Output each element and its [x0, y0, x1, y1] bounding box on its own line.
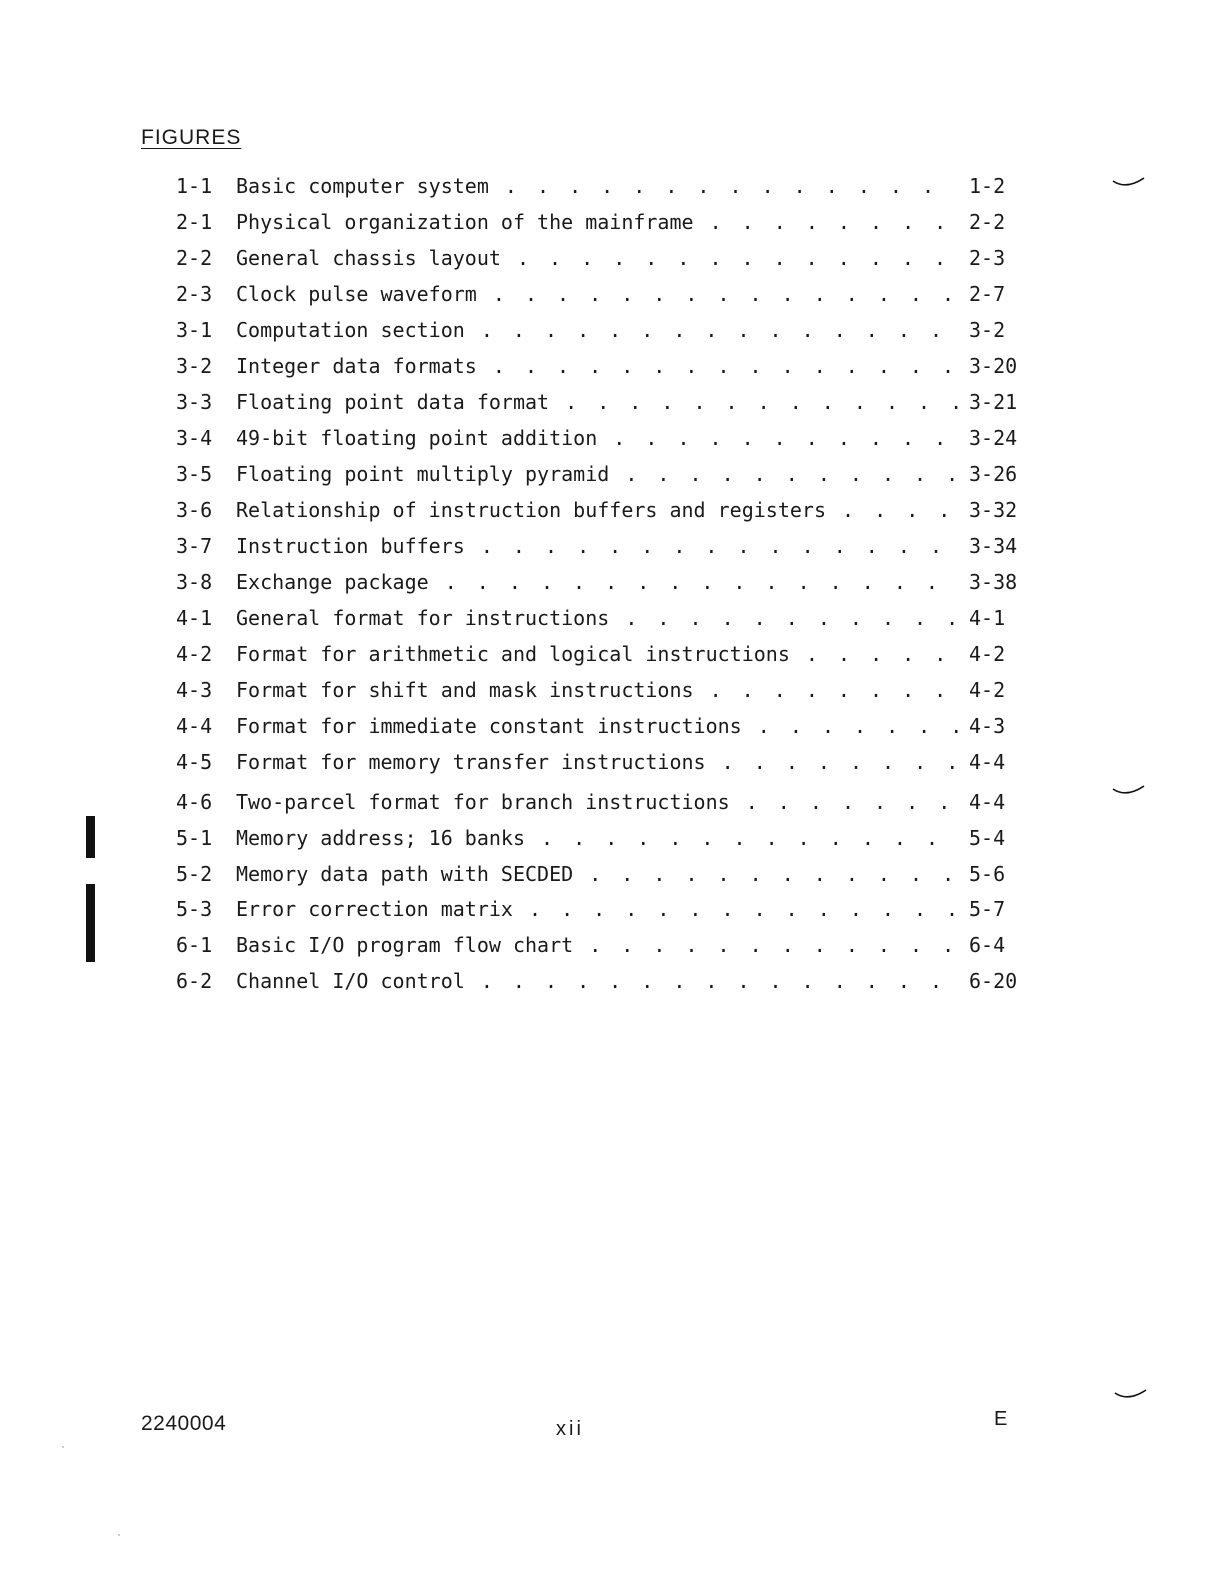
scan-speck: [62, 1446, 64, 1448]
toc-entry: [176, 348, 1026, 384]
toc-entry: [176, 168, 1026, 204]
figure-page-number: 5-4: [969, 826, 1006, 850]
figure-number: 3-7: [176, 534, 213, 558]
figure-number: 5-1: [176, 826, 213, 850]
figure-page-number: 4-4: [969, 790, 1006, 814]
figure-page-number: 3-38: [969, 570, 1018, 594]
figure-title: Memory address; 16 banks . . .: [236, 820, 958, 856]
margin-tick-mark-middle: [1112, 784, 1146, 798]
figure-number: 4-3: [176, 678, 213, 702]
figure-number: 2-3: [176, 282, 213, 306]
figure-page-number: 3-26: [969, 462, 1018, 486]
toc-entry: [176, 636, 1026, 672]
figure-title: Clock pulse waveform . . .: [236, 276, 958, 312]
figure-title: Channel I/O control . . .: [236, 963, 958, 999]
figure-number: 6-1: [176, 933, 213, 957]
toc-entry: [176, 708, 1026, 744]
toc-entry: [176, 856, 1026, 892]
toc-entry: [176, 492, 1026, 528]
figure-title: General chassis layout . . .: [236, 240, 958, 276]
toc-entry: [176, 672, 1026, 708]
figure-page-number: 4-2: [969, 678, 1006, 702]
toc-entry: [176, 820, 1026, 856]
toc-entry: [176, 600, 1026, 636]
figure-page-number: 4-4: [969, 750, 1006, 774]
toc-entry: [176, 528, 1026, 564]
figure-page-number: 5-6: [969, 862, 1006, 886]
toc-entry: [176, 240, 1026, 276]
figure-title: Format for immediate constant instructions . . .: [236, 708, 958, 744]
figure-title: Computation section . . .: [236, 312, 958, 348]
figure-page-number: 3-24: [969, 426, 1018, 450]
figure-title: Format for shift and mask instructions . . .: [236, 672, 958, 708]
figure-title: Two-parcel format for branch instructions . . .: [236, 784, 958, 820]
figure-number: 4-1: [176, 606, 213, 630]
figure-number: 4-5: [176, 750, 213, 774]
figure-title: Exchange package . . .: [236, 564, 958, 600]
toc-entry: [176, 744, 1026, 780]
figure-page-number: 3-20: [969, 354, 1018, 378]
toc-entry: [176, 891, 1026, 927]
toc-entry: [176, 276, 1026, 312]
toc-entry: [176, 963, 1026, 999]
figure-number: 5-2: [176, 862, 213, 886]
toc-entry: [176, 784, 1026, 820]
figure-page-number: 6-20: [969, 969, 1018, 993]
figure-title: Relationship of instruction buffers and registers . . .: [236, 492, 958, 528]
figure-page-number: 3-2: [969, 318, 1006, 342]
figure-number: 4-6: [176, 790, 213, 814]
document-number: 2240004: [141, 1412, 227, 1435]
change-bar-upper: [86, 816, 95, 858]
figure-title: Memory data path with SECDED . . .: [236, 856, 958, 892]
figure-title: General format for instructions . . .: [236, 600, 958, 636]
figure-title: Format for memory transfer instructions . . .: [236, 744, 958, 780]
figure-page-number: 4-1: [969, 606, 1006, 630]
margin-tick-mark-top: [1112, 176, 1146, 190]
figure-page-number: 2-2: [969, 210, 1006, 234]
figure-number: 4-4: [176, 714, 213, 738]
figure-number: 2-2: [176, 246, 213, 270]
toc-entry: [176, 204, 1026, 240]
figure-title: Physical organization of the mainframe . . .: [236, 204, 958, 240]
figure-title: Basic I/O program flow chart . . .: [236, 927, 958, 963]
figure-title: Instruction buffers . . .: [236, 528, 958, 564]
figure-title: Error correction matrix . . .: [236, 891, 958, 927]
figure-title: 49-bit floating point addition . . .: [236, 420, 958, 456]
figure-number: 5-3: [176, 897, 213, 921]
figure-title: Floating point data format . . .: [236, 384, 958, 420]
figure-number: 3-5: [176, 462, 213, 486]
figure-number: 3-3: [176, 390, 213, 414]
toc-entry: [176, 456, 1026, 492]
figure-title: Floating point multiply pyramid . . .: [236, 456, 958, 492]
figure-number: 1-1: [176, 174, 213, 198]
figure-number: 3-8: [176, 570, 213, 594]
figure-page-number: 4-2: [969, 642, 1006, 666]
figure-page-number: 5-7: [969, 897, 1006, 921]
page-number: xii: [556, 1418, 584, 1440]
figure-page-number: 1-2: [969, 174, 1006, 198]
figure-number: 3-4: [176, 426, 213, 450]
figure-page-number: 6-4: [969, 933, 1006, 957]
figure-title: Integer data formats . . .: [236, 348, 958, 384]
toc-entry: [176, 384, 1026, 420]
figure-page-number: 3-32: [969, 498, 1018, 522]
figure-title: Format for arithmetic and logical instructions . . .: [236, 636, 958, 672]
revision-letter: E: [994, 1408, 1008, 1430]
figure-number: 3-6: [176, 498, 213, 522]
figure-page-number: 2-7: [969, 282, 1006, 306]
figure-number: 3-2: [176, 354, 213, 378]
figure-page-number: 4-3: [969, 714, 1006, 738]
toc-entry: [176, 564, 1026, 600]
figure-title: Basic computer system . . .: [236, 168, 958, 204]
figure-number: 2-1: [176, 210, 213, 234]
figures-heading: FIGURES: [141, 126, 242, 149]
toc-entry: [176, 927, 1026, 963]
figure-page-number: 3-21: [969, 390, 1018, 414]
figure-page-number: 2-3: [969, 246, 1006, 270]
toc-entry: [176, 420, 1026, 456]
toc-entry: [176, 312, 1026, 348]
figure-page-number: 3-34: [969, 534, 1018, 558]
figure-number: 4-2: [176, 642, 213, 666]
margin-tick-mark-bottom: [1114, 1388, 1148, 1402]
change-bar-lower: [86, 884, 95, 962]
figure-number: 6-2: [176, 969, 213, 993]
scan-speck: [118, 1534, 120, 1536]
figure-number: 3-1: [176, 318, 213, 342]
